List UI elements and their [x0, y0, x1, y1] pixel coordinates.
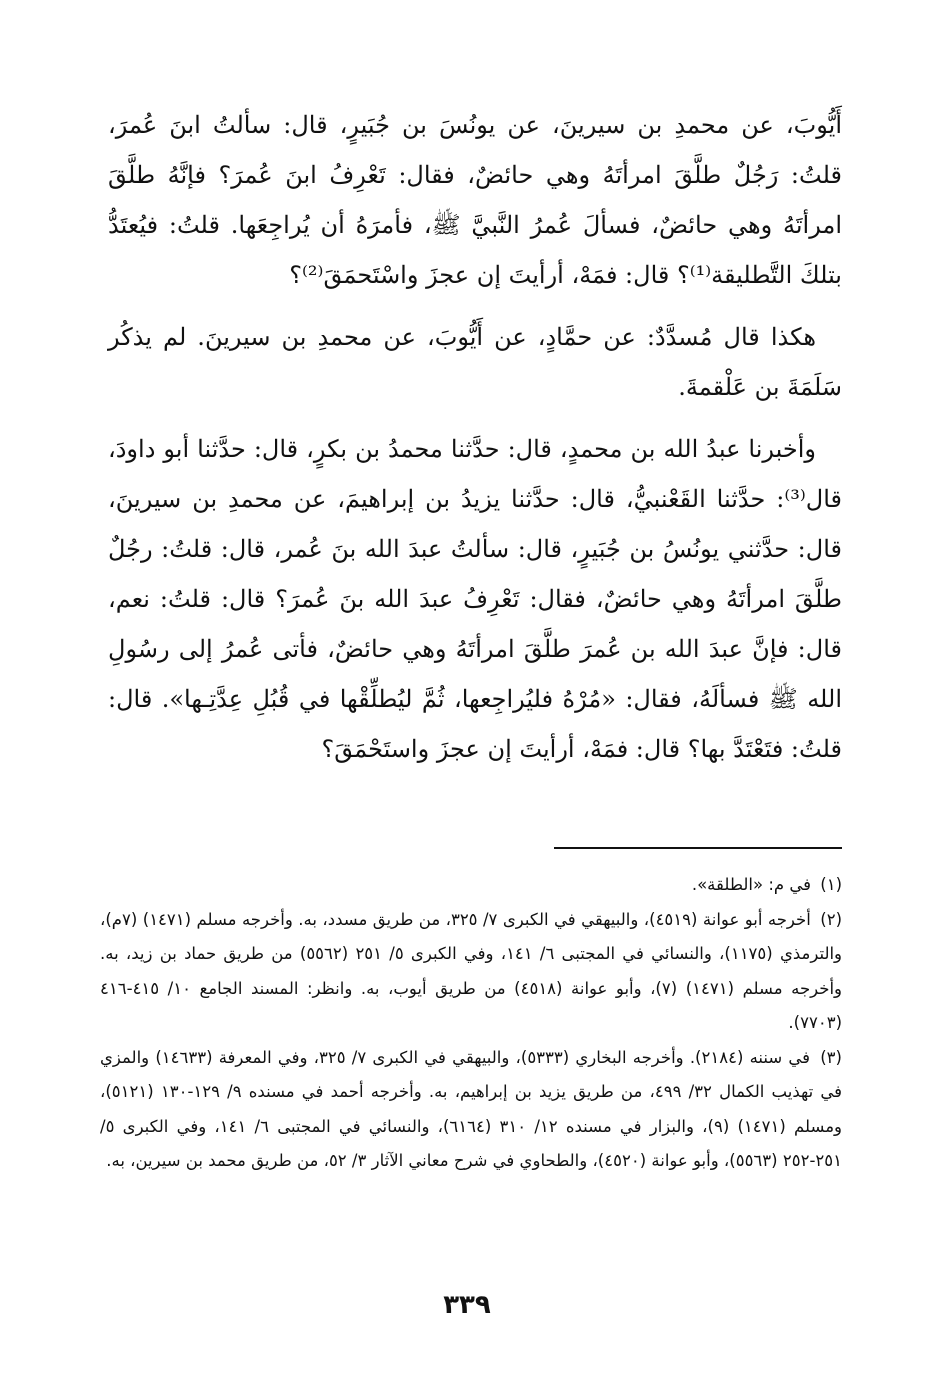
footnote-divider — [554, 847, 842, 849]
page-number: ٣٣٩ — [443, 1290, 491, 1320]
footnote — [100, 1041, 842, 1179]
paragraph: هكذا قال مُسدَّدٌ: عن حمَّادٍ، عن أَيُّوبَ، عن محمدِ بن سيرينَ. لم يذكُر سَلَمَةَ بن عَلْقمةَ. — [108, 323, 842, 401]
footnote — [100, 868, 842, 903]
main-text — [108, 100, 842, 786]
footnote-text: في م: «الطلقة». — [691, 875, 811, 894]
footnote-number: (١) — [820, 875, 842, 894]
footnotes — [100, 868, 842, 1179]
paragraph: وأخبرنا عبدُ الله بن محمدٍ، قال: حدَّثنا محمدُ بن بكرٍ، قال: حدَّثنا أبو داودَ، قال⁽³⁾: حدَّثنا القَعْنبيُّ، قال: حدَّثنا يزيدُ بن إبراهيمَ، عن محمدِ بن سيرينَ، قال: حدَّثني يونُسُ بن جُبَيرٍ، قال: سألتُ عبدَ الله بنَ عُمر، قال: قلتُ: رجُلٌ طلَّقَ امرأتَهُ وهي حائضٌ، فقال: تَعْرِفُ عبدَ الله بنَ عُمرَ؟ قال: قلتُ: نعم، قال: فإنَّ عبدَ الله بن عُمرَ طلَّقَ امرأتَهُ وهي حائضٌ، فأتى عُمرُ إلى رسُولِ الله ﷺ فسألَهُ، فقال: «مُرْهُ فليُراجِعها، ثُمَّ ليُطلِّقْها في قُبُلِ عِدَّتِـها». قال: قلتُ: فتَعْتَدَّ بها؟ قال: فمَهْ، أرأيتَ إن عجزَ واستَحْمَقَ؟ — [108, 435, 842, 763]
footnote-text: أخرجه أبو عوانة (٤٥١٩)، والبيهقي في الكبرى ٧/ ٣٢٥، من طريق مسدد، به. وأخرجه مسلم (١٤٧١) (٧م)، والترمذي (١١٧٥)، والنسائي في المجتبى ٦/ ١٤١، وفي الكبرى ٥/ ٢٥١ (٥٥٦٢) من طريق حماد بن زيد، به. وأخرجه مسلم (١٤٧١) (٧)، وأبو عوانة (٤٥١٨) من طريق أيوب، به. وانظر: المسند الجامع ١٠/ ٤١٥-٤١٦ (٧٧٠٣). — [100, 909, 843, 1032]
footnote — [100, 903, 842, 1041]
footnote-number: (٢) — [820, 909, 843, 929]
paragraph: أَيُّوبَ، عن محمدِ بن سيرينَ، عن يونُسَ بن جُبَيرٍ، قال: سألتُ ابنَ عُمرَ، قلتُ: رَجُلٌ طلَّقَ امرأتَهُ وهي حائضٌ، فقال: تَعْرِفُ ابنَ عُمرَ؟ فإنَّهُ طلَّقَ امرأتَهُ وهي حائضٌ، فسألَ عُمرُ النَّبيَّ ﷺ، فأمرَهُ أن يُراجِعَها. قلتُ: فيُعتَدُّ بتلكَ التَّطليقة⁽¹⁾؟ قال: فمَهْ، أرأيتَ إن عجزَ واسْتَحمَقَ⁽²⁾؟ — [108, 111, 842, 289]
footnote-number: (٣) — [820, 1047, 842, 1067]
footnote-text: في سننه (٢١٨٤). وأخرجه البخاري (٥٣٣٣)، والبيهقي في الكبرى ٧/ ٣٢٥، وفي المعرفة (١٤٦٣٣) والمزي في تهذيب الكمال ٣٢/ ٤٩٩، من طريق يزيد بن إبراهيم، به. وأخرجه أحمد في مسنده ٩/ ١٢٩-١٣٠ (٥١٢١)، ومسلم (١٤٧١) (٩)، والبزار في مسنده ١٢/ ٣١٠ (٦١٦٤)، والنسائي في المجتبى ٦/ ١٤١، وفي الكبرى ٥/ ٢٥١-٢٥٢ (٥٥٦٣)، وأبو عوانة (٤٥٢٠)، والطحاوي في شرح معاني الآثار ٣/ ٥٢، من طريق محمد بن سيرين، به. — [100, 1047, 842, 1170]
